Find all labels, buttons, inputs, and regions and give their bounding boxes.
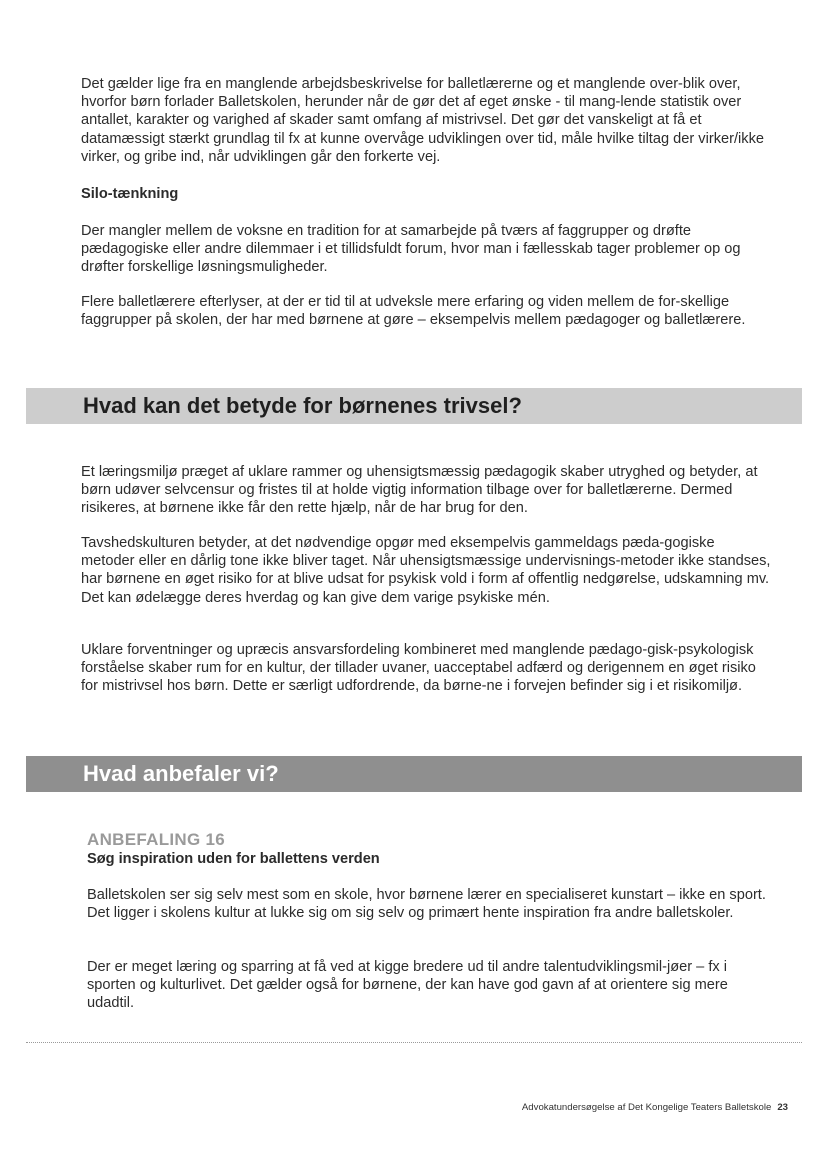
recommendation-label: ANBEFALING 16 [87,830,226,849]
trivsel-section-banner [26,388,802,424]
page-number: 23 [777,1102,788,1113]
trivsel-paragraph-2: Tavshedskulturen betyder, at det nødvendige opgør med eksempelvis gammeldags pæda-gogiske metoder eller en dårlig tone ikke bliver taget. Når uhensigtsmæssige undervisnings-metoder ikke standses, har børnene en øget risiko for at blive udsat for psykisk vold i form af offentlig nedgørelse, udskamning mv. Det kan ødelægge deres hverdag og kan give dem varige psykiske mén. [81,535,771,606]
intro-paragraph: Det gælder lige fra en manglende arbejdsbeskrivelse for balletlærerne og et manglende over-blik over, hvorfor børn forlader Balletskolen, herunder når de gør det af eget ønske - til mang-lende statistik over antallet, karakter og varighed af skader samt omfang af mistrivsel. Det gør det vanskeligt at få et datamæssigt stærkt grundlag til fx at kunne overvåge udviklingen over tid, måle hvilke tiltag der virker/ikke virker, og gribe ind, når udviklingen går den forkerte vej. [81,76,764,165]
anbefaler-section-banner [26,756,802,792]
recommendation-paragraph-2: Der er meget læring og sparring at få ved at kigge bredere ud til andre talentudviklingsmil-jøer – fx i sporten og kulturlivet. Det gælder også for børnene, der kan have god gavn af at orientere sig mere udadtil. [87,959,728,1012]
trivsel-paragraph-3: Uklare forventninger og upræcis ansvarsfordeling kombineret med manglende pædago-gisk-psykologisk forståelse skaber rum for en kultur, der tillader uvaner, uacceptabel adfærd og derigennem en øget risiko for mistrivsel hos børn. Dette er særligt udfordrende, da børne-ne i forvejen befinder sig i et risikomiljø. [81,642,756,695]
trivsel-paragraph-1: Et læringsmiljø præget af uklare rammer og uhensigtsmæssig pædagogik skaber utryghed og betyder, at børn udøver selvcensur og fristes til at holde vigtig information tilbage over for balletlærerne. Dermed risikeres, at børnene ikke får den rette hjælp, når de har brug for den. [81,464,758,517]
silo-paragraph-1: Der mangler mellem de voksne en tradition for at samarbejde på tværs af faggrupper og drøfte pædagogiske eller andre dilemmaer i et tillidsfuldt forum, hvor man i fællesskab tager problemer op og drøfter forskellige løsningsmuligheder. [81,223,741,276]
anbefaler-section-heading: Hvad anbefaler vi? [83,761,279,786]
silo-paragraph-2: Flere balletlærere efterlyser, at der er tid til at udveksle mere erfaring og viden mellem de for-skellige faggrupper på skolen, der har med børnene at gøre – eksempelvis mellem pædagoger og balletlærere. [81,294,746,329]
trivsel-section-heading: Hvad kan det betyde for børnenes trivsel? [83,393,522,418]
page-footer [522,1102,788,1113]
recommendation-paragraph-1: Balletskolen ser sig selv mest som en skole, hvor børnene lærer en specialiseret kunstart – ikke en sport. Det ligger i skolens kultur at lukke sig om sig selv og primært hente inspiration fra andre balletskoler. [87,887,766,922]
footer-divider [26,1042,802,1043]
recommendation-title: Søg inspiration uden for ballettens verden [87,851,380,867]
silo-heading: Silo-tænkning [81,186,179,202]
footer-text: Advokatundersøgelse af Det Kongelige Teaters Balletskole [521,1102,772,1113]
